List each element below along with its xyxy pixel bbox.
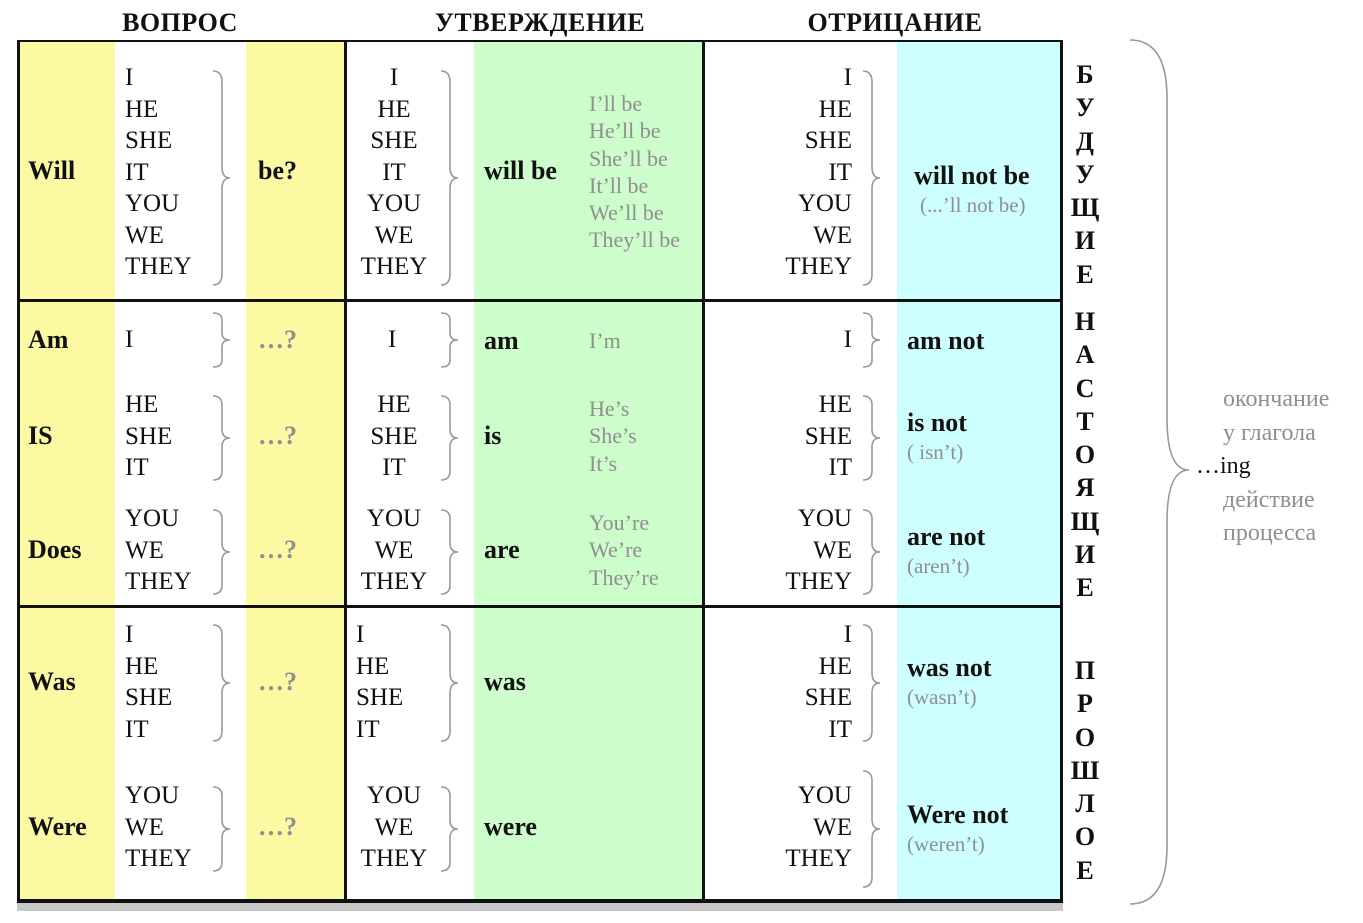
past-negative-was: was not <box>907 653 992 682</box>
present-negative-does: are not <box>907 522 986 551</box>
tense-label-past: П Р О Ш Л О Е <box>1070 656 1100 885</box>
past-negative-short-was: (wasn’t) <box>907 685 977 709</box>
brace-am-q <box>212 312 232 368</box>
present-contraction-am: I’m <box>589 328 621 353</box>
present-n-pronouns-is: HE SHE IT <box>804 391 852 481</box>
header-question: ВОПРОС <box>122 8 238 37</box>
future-negative-short: (...’ll not be) <box>920 193 1026 217</box>
present-q-end-is: …? <box>258 421 297 450</box>
past-n-pronouns-were: YOU WE THEY <box>785 782 852 872</box>
brace-does-n <box>862 509 882 595</box>
past-q-end-was: …? <box>258 667 297 696</box>
past-aux-were: Were <box>28 812 87 841</box>
table-border-right <box>1060 40 1063 902</box>
future-negative: will not be <box>914 161 1030 190</box>
brace-is-n <box>862 395 882 481</box>
present-aux-does: Does <box>28 535 82 564</box>
past-q-pronouns-were: YOU WE THEY <box>125 782 192 872</box>
present-negative-is: is not <box>907 408 967 437</box>
brace-am-n <box>862 312 882 368</box>
present-contraction-is: He’s She’s It’s <box>589 396 637 476</box>
present-a-pronouns-is: HE SHE IT <box>370 391 418 481</box>
past-negative-short-were: (weren’t) <box>907 832 985 856</box>
present-negative-short-does: (aren’t) <box>907 554 970 578</box>
past-q-pronouns-was: I HE SHE IT <box>125 621 173 743</box>
present-n-pronouns-does: YOU WE THEY <box>785 505 852 595</box>
present-q-pronouns-am: I <box>125 326 134 353</box>
brace-was-q <box>212 624 232 742</box>
future-question-end: be? <box>258 156 297 185</box>
present-negative-short-is: ( isn’t) <box>907 440 964 464</box>
present-a-pronouns-am: I <box>388 326 397 353</box>
future-question-pronouns: I HE SHE IT YOU WE THEY <box>125 64 192 280</box>
present-q-end-am: …? <box>258 325 297 354</box>
past-affirm-was: was <box>484 667 526 696</box>
past-a-pronouns-were: YOU WE THEY <box>360 782 428 872</box>
present-a-pronouns-does: YOU WE THEY <box>360 505 428 595</box>
table-border-top <box>17 40 1063 42</box>
future-affirmative: will be <box>484 156 557 185</box>
brace-is-q <box>212 395 232 481</box>
table-border-left <box>17 40 20 902</box>
present-affirm-am: am <box>484 326 519 355</box>
brace-future-q <box>212 70 232 286</box>
past-a-pronouns-was: I HE SHE IT <box>356 621 404 743</box>
future-contractions: I’ll be He’ll be She’ll be It’ll be We’ll be They’ll be <box>589 91 681 253</box>
table-border-col3 <box>702 40 705 902</box>
past-aux-was: Was <box>28 667 76 696</box>
brace-was-a <box>440 624 460 742</box>
brace-future-a <box>440 70 460 286</box>
table-border-row1 <box>17 299 1063 302</box>
future-neg-pronouns: I HE SHE IT YOU WE THEY <box>785 64 852 280</box>
brace-was-n <box>862 624 882 742</box>
present-contraction-does: You’re We’re They’re <box>589 510 659 590</box>
future-aux: Will <box>28 156 76 185</box>
brace-does-q <box>212 509 232 595</box>
tense-label-present: Н А С Т О Я Щ И Е <box>1070 307 1100 603</box>
brace-future-n <box>862 70 882 286</box>
brace-were-q <box>212 786 232 872</box>
table-bottom-shadow <box>17 903 1063 911</box>
past-negative-were: Were not <box>907 800 1009 829</box>
big-right-brace <box>1125 38 1195 908</box>
table-border-col2 <box>344 40 347 902</box>
future-affirm-pronouns: I HE SHE IT YOU WE THEY <box>360 64 428 280</box>
side-note: окончание у глагола …ing действие процесса <box>1196 386 1330 546</box>
present-q-pronouns-is: HE SHE IT <box>125 391 173 481</box>
brace-is-a <box>440 395 460 481</box>
present-aux-am: Am <box>28 325 69 354</box>
header-negative: ОТРИЦАНИЕ <box>807 8 983 37</box>
past-affirm-were: were <box>484 812 537 841</box>
past-q-end-were: …? <box>258 812 297 841</box>
brace-were-a <box>440 786 460 872</box>
past-n-pronouns-was: I HE SHE IT <box>804 621 852 743</box>
present-aux-is: IS <box>28 421 53 450</box>
table-border-row2 <box>17 605 1063 608</box>
present-affirm-does: are <box>484 535 520 564</box>
brace-am-a <box>440 312 460 368</box>
brace-does-a <box>440 509 460 595</box>
present-q-end-does: …? <box>258 535 297 564</box>
present-negative-am: am not <box>907 326 985 355</box>
tense-label-future: Б У Д У Щ И Е <box>1070 60 1100 289</box>
present-affirm-is: is <box>484 421 502 450</box>
present-q-pronouns-does: YOU WE THEY <box>125 505 192 595</box>
brace-were-n <box>862 770 882 888</box>
header-affirmative: УТВЕРЖДЕНИЕ <box>434 8 646 37</box>
present-n-pronouns-am: I <box>843 326 852 353</box>
